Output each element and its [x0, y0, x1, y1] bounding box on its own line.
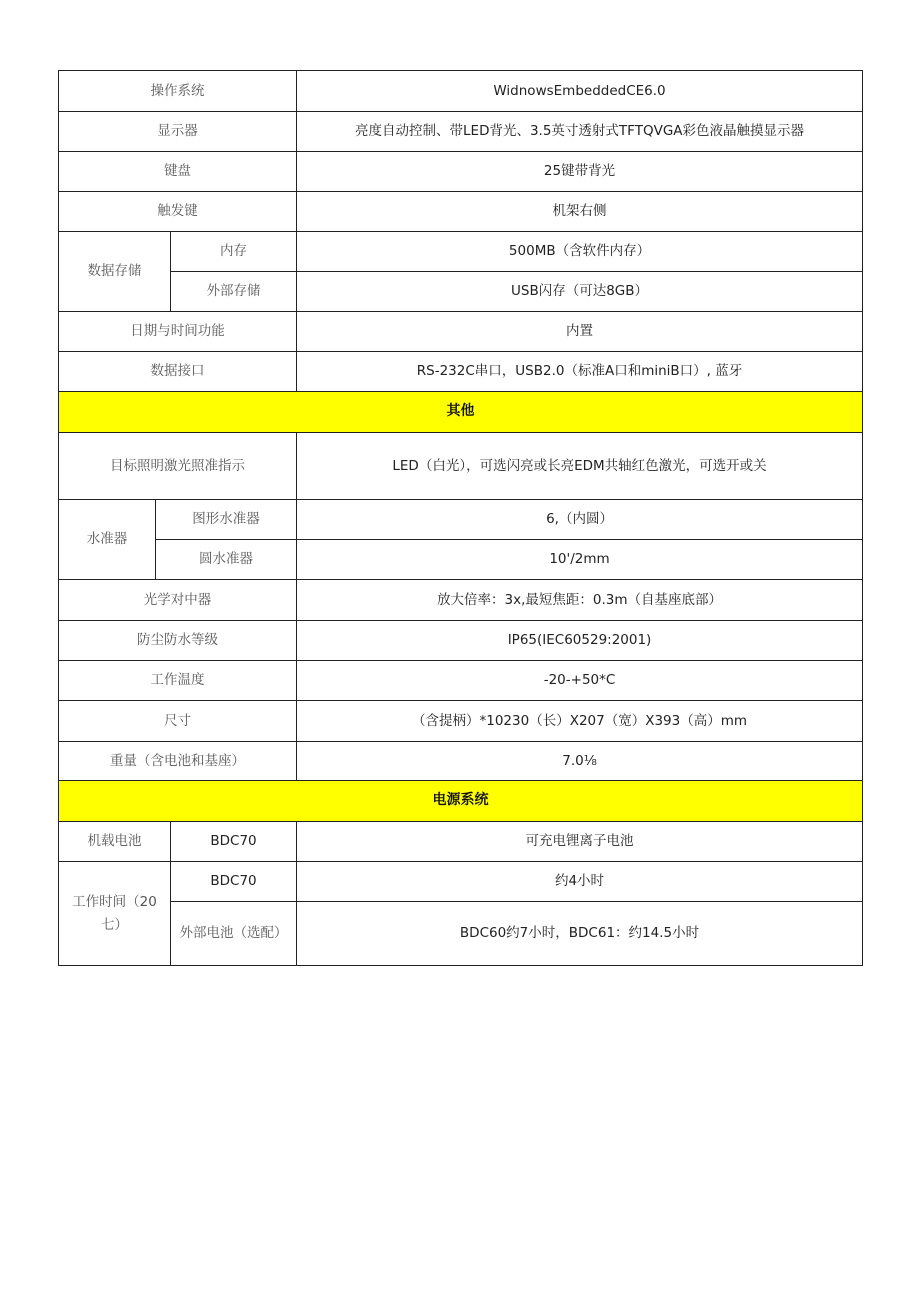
row-os	[59, 71, 863, 112]
row-trigger	[59, 192, 863, 232]
row-weight	[59, 742, 863, 781]
row-interface	[59, 352, 863, 392]
section-other-title: 其他	[59, 392, 863, 433]
row-datetime	[59, 312, 863, 352]
label-os: 操作系统	[59, 71, 297, 112]
row-temp	[59, 661, 863, 701]
value-weight: 7.0⅛	[297, 742, 863, 781]
row-storage-internal	[59, 232, 863, 272]
label-pointer: 目标照明激光照准指示	[59, 433, 297, 500]
section-other-row	[59, 392, 863, 433]
value-circular-level: 10'/2mm	[297, 540, 863, 580]
value-interface: RS-232C串口，USB2.0（标准A口和miniB口）, 蓝牙	[297, 352, 863, 392]
row-pointer	[59, 433, 863, 500]
value-pointer: LED（白光），可选闪亮或长亮EDM共轴红色激光，可选开或关	[297, 433, 863, 500]
label-interface: 数据接口	[59, 352, 297, 392]
section-power-row	[59, 781, 863, 822]
value-os: WidnowsEmbeddedCE6.0	[297, 71, 863, 112]
value-external-battery: BDC60约7小时，BDC61：约14.5小时	[297, 902, 863, 966]
label-display: 显示器	[59, 112, 297, 152]
value-size: （含提柄）*10230（长）X207（宽）X393（高）mm	[297, 701, 863, 742]
label-runtime: 工作时间（20七）	[59, 862, 171, 966]
row-battery	[59, 822, 863, 862]
label-size: 尺寸	[59, 701, 297, 742]
model-runtime-onboard: BDC70	[171, 862, 297, 902]
value-trigger: 机架右侧	[297, 192, 863, 232]
label-keyboard: 键盘	[59, 152, 297, 192]
label-external-storage: 外部存储	[171, 272, 297, 312]
label-level: 水准器	[59, 500, 156, 580]
value-plummet: 放大倍率：3x,最短焦距：0.3m（自基座底部）	[297, 580, 863, 621]
label-plummet: 光学对中器	[59, 580, 297, 621]
value-display: 亮度自动控制、带LED背光、3.5英寸透射式TFTQVGA彩色液晶触摸显示器	[297, 112, 863, 152]
row-ip	[59, 621, 863, 661]
value-battery: 可充电锂离子电池	[297, 822, 863, 862]
label-ip: 防尘防水等级	[59, 621, 297, 661]
label-datetime: 日期与时间功能	[59, 312, 297, 352]
label-graphic-level: 图形水准器	[156, 500, 297, 540]
value-internal-memory: 500MB（含软件内存）	[297, 232, 863, 272]
label-battery: 机载电池	[59, 822, 171, 862]
row-level-circular	[59, 540, 863, 580]
label-trigger: 触发键	[59, 192, 297, 232]
value-ip: IP65(IEC60529:2001)	[297, 621, 863, 661]
row-display	[59, 112, 863, 152]
label-internal-memory: 内存	[171, 232, 297, 272]
row-runtime-onboard	[59, 862, 863, 902]
value-graphic-level: 6,（内圆）	[297, 500, 863, 540]
value-keyboard: 25键带背光	[297, 152, 863, 192]
row-size	[59, 701, 863, 742]
model-battery: BDC70	[171, 822, 297, 862]
row-storage-external	[59, 272, 863, 312]
row-plummet	[59, 580, 863, 621]
label-weight: 重量（含电池和基座）	[59, 742, 297, 781]
row-runtime-external	[59, 902, 863, 966]
label-temp: 工作温度	[59, 661, 297, 701]
value-temp: -20-+50*C	[297, 661, 863, 701]
value-runtime-onboard: 约4小时	[297, 862, 863, 902]
value-datetime: 内置	[297, 312, 863, 352]
spec-table	[58, 70, 863, 966]
value-external-storage: USB闪存（可达8GB）	[297, 272, 863, 312]
section-power-title: 电源系统	[59, 781, 863, 822]
label-circular-level: 圆水准器	[156, 540, 297, 580]
row-keyboard	[59, 152, 863, 192]
row-level-graphic	[59, 500, 863, 540]
label-external-battery: 外部电池（选配）	[171, 902, 297, 966]
label-storage: 数据存储	[59, 232, 171, 312]
